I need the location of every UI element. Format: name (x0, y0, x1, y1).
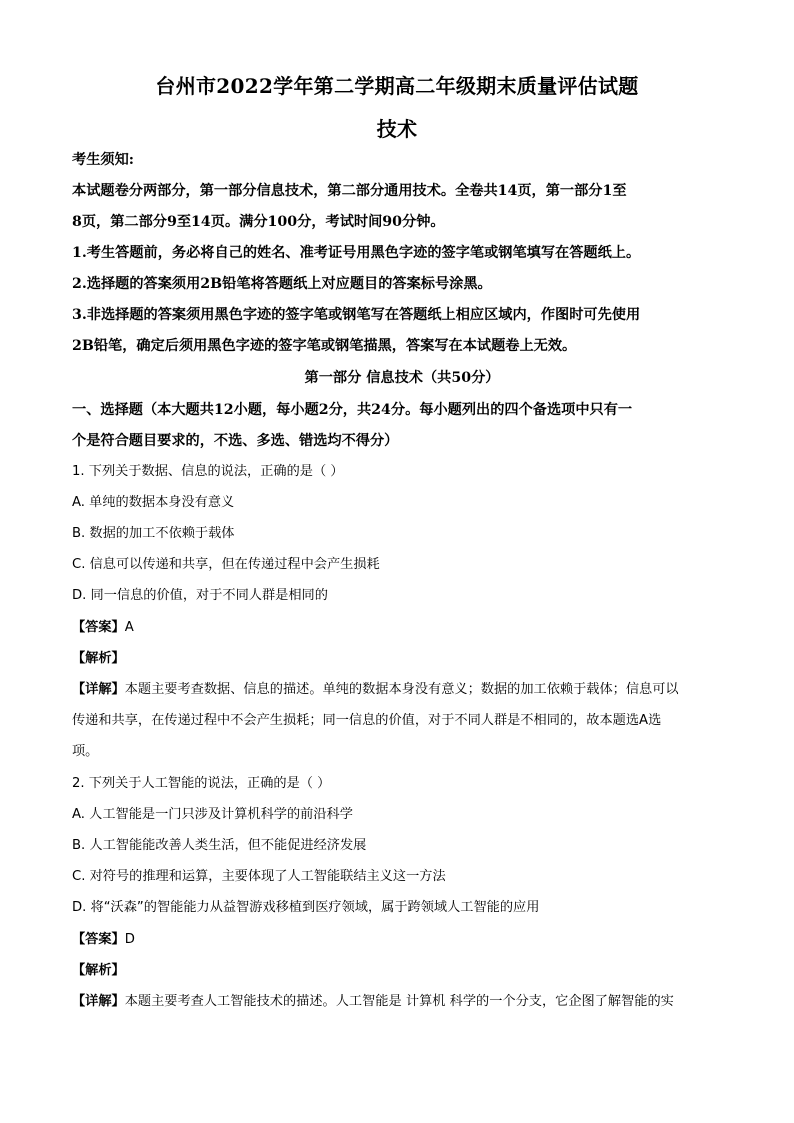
q2-option-b: B. 人工智能能改善人类生活，但不能促进经济发展 (72, 838, 367, 853)
q2-analysis-tag (72, 961, 732, 981)
notice-line: 2B铅笔，确定后须用黑色字迹的签字笔或钢笔描黑，答案写在本试题卷上无效。 (72, 338, 577, 354)
q2-stem: 2. 下列关于人工智能的说法，正确的是（ ） (72, 776, 331, 791)
analysis-tag: 【解析】 (72, 963, 125, 978)
detail-text: 本题主要考查人工智能技术的描述。人工智能是 计算机 科学的一个分支，它企图了解智能的实 (124, 994, 674, 1009)
q2-option-d: D. 将“沃森”的智能能力从益智游戏移植到医疗领域，属于跨领域人工智能的应用 (72, 900, 540, 915)
detail-text: 本题主要考查数据、信息的描述。单纯的数据本身没有意义；数据的加工依赖于载体；信息可以 (124, 682, 679, 697)
notice-line: 3.非选择题的答案须用黑色字迹的签字笔或钢笔写在答题纸上相应区域内，作图时可先使用 (72, 307, 641, 323)
detail-tag: 【详解】 (72, 682, 125, 697)
q1-analysis-tag (72, 649, 732, 669)
q1-stem: 1. 下列关于数据、信息的说法，正确的是（ ） (72, 464, 344, 479)
part1-heading: 第一部分 信息技术（共50分） (304, 370, 500, 386)
q1-option-d: D. 同一信息的价值，对于不同人群是相同的 (72, 588, 328, 603)
detail-tag: 【详解】 (72, 994, 125, 1009)
q1-answer (72, 618, 732, 638)
q2-answer (72, 930, 732, 950)
q1-detail-line: 传递和共享，在传递过程中不会产生损耗；同一信息的价值，对于不同人群是不相同的，故本题选A选 (72, 713, 662, 728)
q1-detail-line: 项。 (72, 744, 99, 759)
section-instructions: 个是符合题目要求的，不选、多选、错选均不得分） (72, 433, 399, 449)
q1-option-c: C. 信息可以传递和共享，但在传递过程中会产生损耗 (72, 557, 380, 572)
notice-line: 2.选择题的答案须用2B铅笔将答题纸上对应题目的答案标号涂黑。 (72, 276, 492, 292)
q1-option-b: B. 数据的加工不依赖于载体 (72, 526, 235, 541)
section-instructions: 一、选择题（本大题共12小题，每小题2分，共24分。每小题列出的四个备选项中只有一 (72, 402, 633, 418)
q1-detail (72, 680, 732, 700)
q2-option-a: A. 人工智能是一门只涉及计算机科学的前沿科学 (72, 807, 353, 822)
q2-detail (72, 992, 732, 1012)
q2-option-c: C. 对符号的推理和运算，主要体现了人工智能联结主义这一方法 (72, 869, 446, 884)
q1-option-a: A. 单纯的数据本身没有意义 (72, 495, 235, 510)
notice-line: 8页，第二部分9至14页。满分100分，考试时间90分钟。 (72, 214, 445, 230)
answer-tag: 【答案】 (72, 932, 125, 947)
answer-tag: 【答案】 (72, 620, 125, 635)
notice-heading: 考生须知: (72, 152, 134, 168)
analysis-tag: 【解析】 (72, 651, 125, 666)
exam-title: 台州市2022学年第二学期高二年级期末质量评估试题 (155, 74, 639, 98)
notice-line: 1.考生答题前，务必将自己的姓名、准考证号用黑色字迹的签字笔或钢笔填写在答题纸上。 (72, 245, 641, 261)
answer-value: A (124, 620, 134, 635)
notice-line: 本试题卷分两部分，第一部分信息技术，第二部分通用技术。全卷共14页，第一部分1至 (72, 183, 627, 199)
exam-subject: 技术 (376, 117, 418, 141)
answer-value: D (124, 932, 135, 947)
